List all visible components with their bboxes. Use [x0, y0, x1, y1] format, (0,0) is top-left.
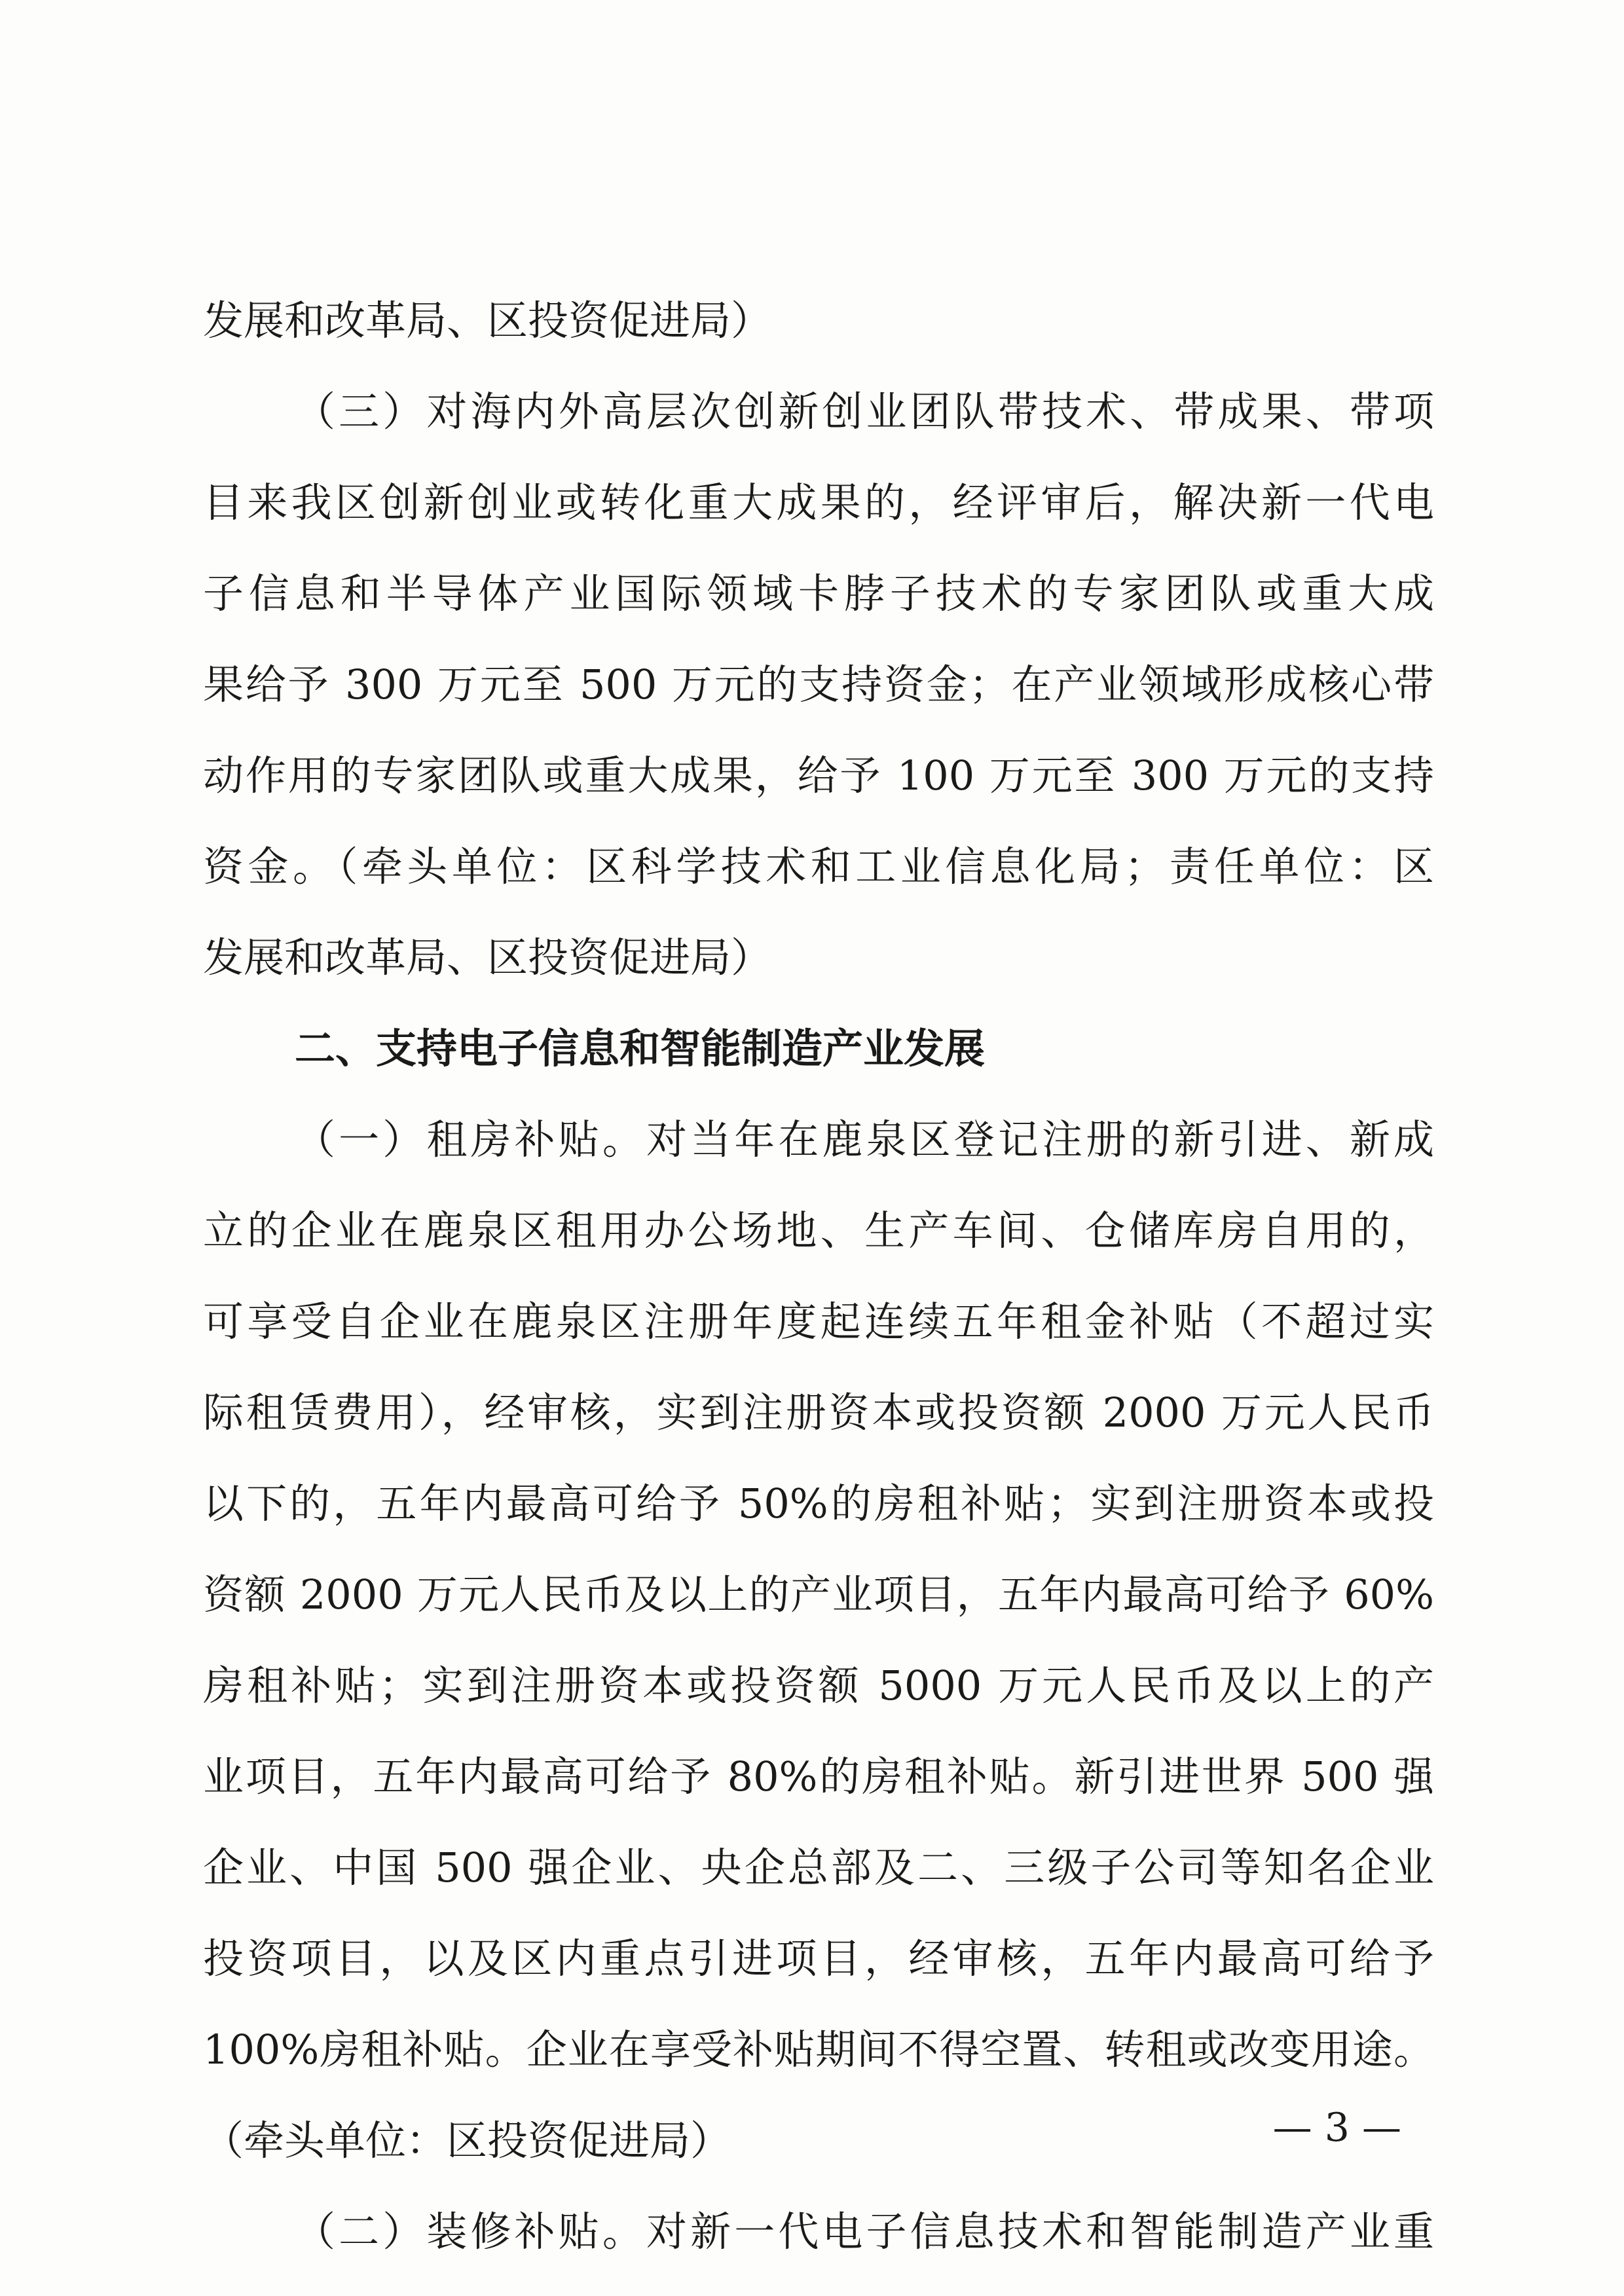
- paragraph-line: 发展和改革局、区投资促进局）: [203, 297, 772, 344]
- paragraph-line: 果给予 300 万元至 500 万元的支持资金；在产业领域形成核心带: [203, 661, 1434, 708]
- paragraph-line: 发展和改革局、区投资促进局）: [203, 934, 772, 981]
- paragraph-line: （三）对海内外高层次创新创业团队带技术、带成果、带项: [295, 388, 1434, 435]
- paragraph-line: （牵头单位：区投资促进局）: [203, 2117, 731, 2164]
- paragraph-line: 投资项目，以及区内重点引进项目，经审核，五年内最高可给予: [203, 1935, 1434, 1982]
- body-text: [203, 275, 1434, 2277]
- paragraph-line: 资金。（牵头单位：区科学技术和工业信息化局；责任单位：区: [203, 843, 1434, 890]
- paragraph-line: 动作用的专家团队或重大成果，给予 100 万元至 300 万元的支持: [203, 752, 1434, 799]
- paragraph-line: 目来我区创新创业或转化重大成果的，经评审后，解决新一代电: [203, 479, 1434, 526]
- paragraph-line: 房租补贴；实到注册资本或投资额 5000 万元人民币及以上的产: [203, 1662, 1434, 1709]
- paragraph-line: 立的企业在鹿泉区租用办公场地、生产车间、仓储库房自用的，: [203, 1207, 1434, 1254]
- paragraph-line: 100%房租补贴。企业在享受补贴期间不得空置、转租或改变用途。: [203, 2026, 1434, 2073]
- section-heading: 二、支持电子信息和智能制造产业发展: [295, 1025, 986, 1072]
- paragraph-line: 子信息和半导体产业国际领域卡脖子技术的专家团队或重大成: [203, 570, 1434, 617]
- paragraph-line: 以下的，五年内最高可给予 50%的房租补贴；实到注册资本或投: [203, 1480, 1434, 1527]
- paragraph-line: 资额 2000 万元人民币及以上的产业项目，五年内最高可给予 60%: [203, 1571, 1434, 1618]
- paragraph-line: 际租赁费用），经审核，实到注册资本或投资额 2000 万元人民币: [203, 1389, 1434, 1436]
- paragraph-line: 可享受自企业在鹿泉区注册年度起连续五年租金补贴（不超过实: [203, 1298, 1434, 1345]
- page-number: — 3 —: [1272, 2105, 1401, 2151]
- paragraph-line: （一）租房补贴。对当年在鹿泉区登记注册的新引进、新成: [295, 1116, 1434, 1163]
- paragraph-line: （二）装修补贴。对新一代电子信息技术和智能制造产业重: [295, 2208, 1434, 2255]
- paragraph-line: 企业、中国 500 强企业、央企总部及二、三级子公司等知名企业: [203, 1844, 1434, 1891]
- paragraph-line: 业项目，五年内最高可给予 80%的房租补贴。新引进世界 500 强: [203, 1753, 1434, 1800]
